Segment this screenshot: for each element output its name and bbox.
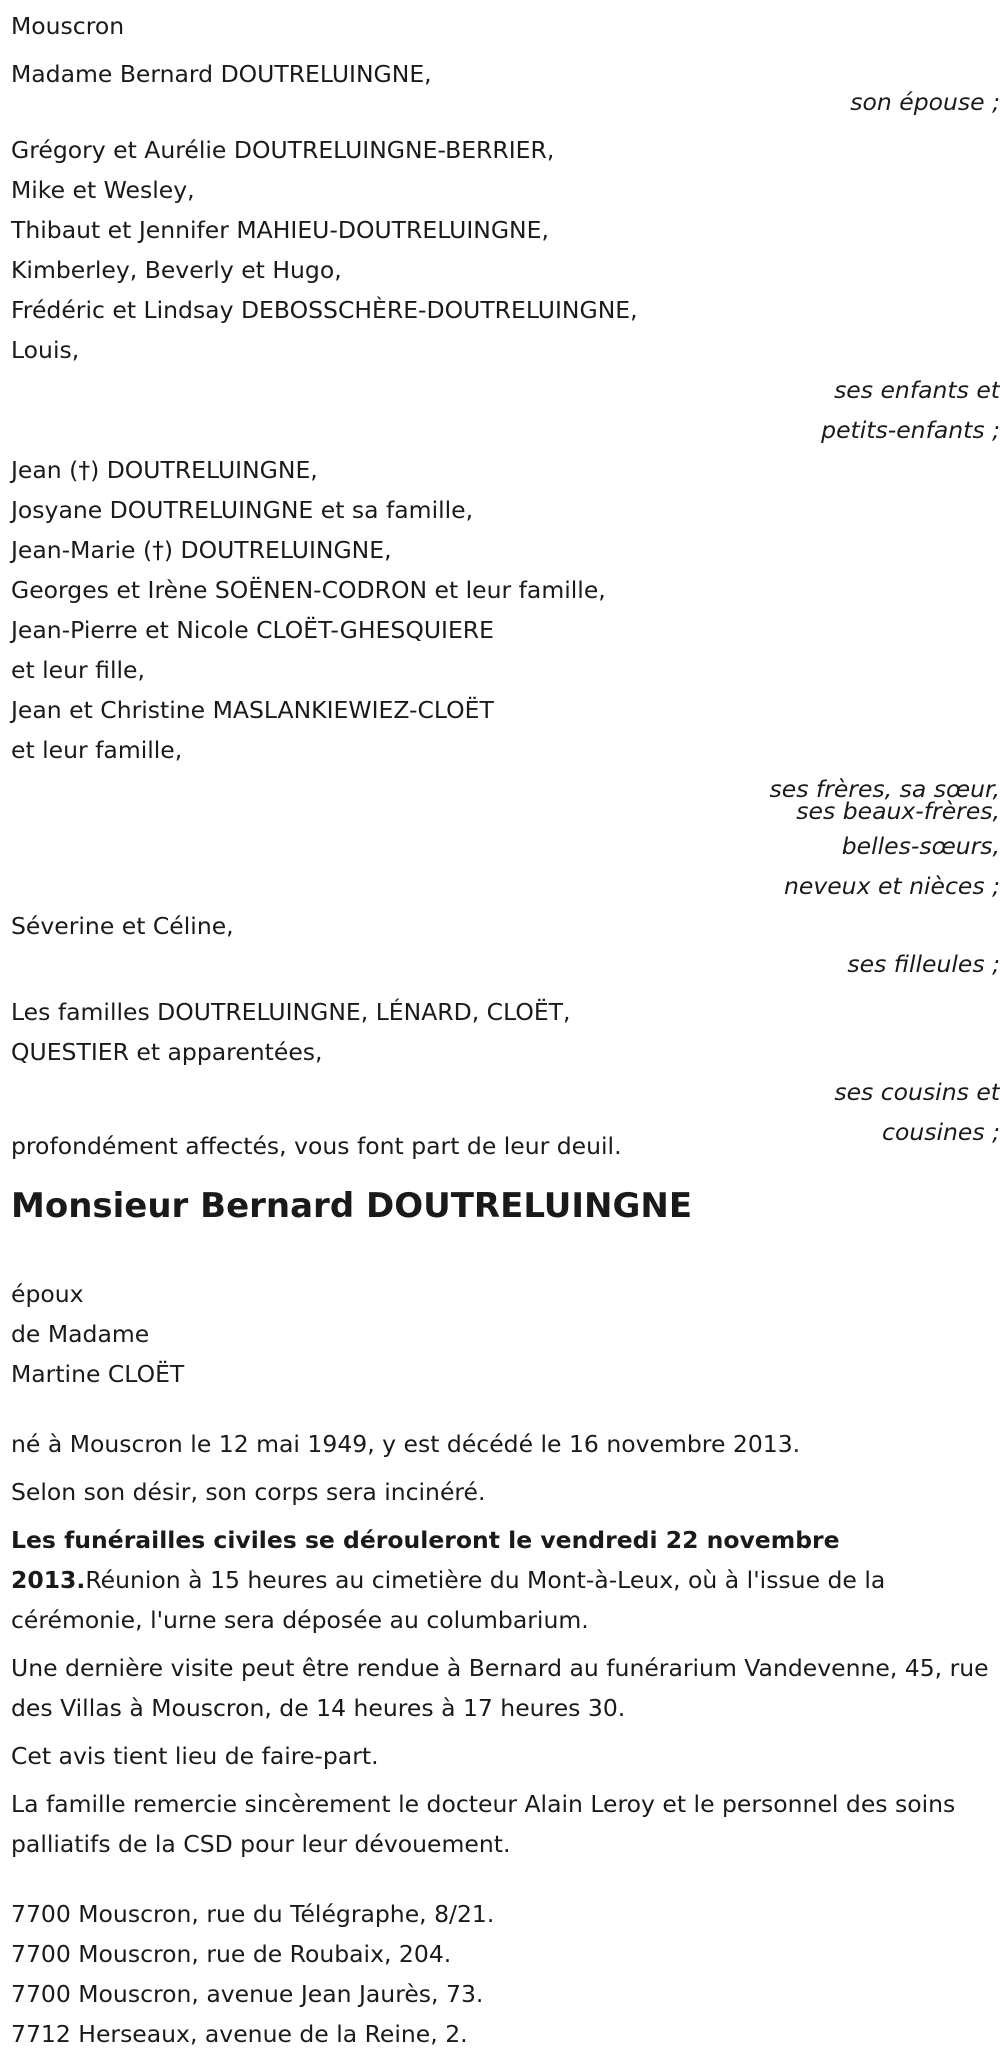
family-member-line: Grégory et Aurélie DOUTRELUINGNE-BERRIER, <box>11 136 555 164</box>
relation-line: de Madame <box>11 1320 150 1348</box>
notice-text: Cet avis tient lieu de faire-part. <box>11 1742 379 1770</box>
funeral-text <box>11 1520 996 1640</box>
family-member-line: Kimberley, Beverly et Hugo, <box>11 256 342 284</box>
closing-row <box>11 1112 1000 1160</box>
siblings-block <box>11 450 1000 906</box>
family-member-line: Louis, <box>11 336 80 364</box>
relationship-label: ses enfants et <box>834 376 1000 404</box>
family-member-line: Jean-Pierre et Nicole CLOËT-GHESQUIERE <box>11 616 494 644</box>
godchildren-block <box>11 906 1000 984</box>
family-member-line: Les familles DOUTRELUINGNE, LÉNARD, CLOËT, <box>11 998 571 1026</box>
relationship-label: son épouse ; <box>850 88 1000 116</box>
relationship-label: ses cousins et <box>834 1078 1000 1106</box>
thanks-text: La famille remercie sincèrement le docteur Alain Leroy et le personnel des soins palliatifs de la CSD pour leur dévouement. <box>11 1790 956 1858</box>
address-line: 7700 Mouscron, rue du Télégraphe, 8/21. <box>11 1900 495 1928</box>
addresses-block <box>11 1894 996 2054</box>
cremation-text: Selon son désir, son corps sera incinéré. <box>11 1478 486 1506</box>
family-member-line: Jean (†) DOUTRELUINGNE, <box>11 456 318 484</box>
family-member-line: Jean et Christine MASLANKIEWIEZ-CLOËT <box>11 696 494 724</box>
closing-line: profondément affectés, vous font part de leur deuil. <box>11 1132 622 1160</box>
family-member-line: Frédéric et Lindsay DEBOSSCHÈRE-DOUTRELUINGNE, <box>11 296 638 324</box>
visit-text: Une dernière visite peut être rendue à Bernard au funérarium Vandevenne, 45, rue des Villas à Mouscron, de 14 heures à 17 heures 30. <box>11 1654 989 1722</box>
relationship-label: ses beaux-frères, <box>796 797 1000 825</box>
city-header: Mouscron <box>11 12 125 40</box>
relationship-label: ses filleules ; <box>847 950 1000 978</box>
relation-line: époux <box>11 1280 84 1308</box>
cousins-block <box>11 992 1000 1160</box>
family-member-line: et leur famille, <box>11 736 183 764</box>
address-line: 7700 Mouscron, avenue Jean Jaurès, 73. <box>11 1980 484 2008</box>
family-member-line: Thibaut et Jennifer MAHIEU-DOUTRELUINGNE, <box>11 216 549 244</box>
funeral-date-bold: Les funérailles civiles se dérouleront le vendredi 22 novembre 2013. <box>11 1526 840 1594</box>
relationship-label: ses frères, sa sœur, <box>769 775 1000 803</box>
family-member-line: Mike et Wesley, <box>11 176 195 204</box>
family-member-line: Josyane DOUTRELUINGNE et sa famille, <box>11 496 474 524</box>
family-member-line: Séverine et Céline, <box>11 912 234 940</box>
relationship-label: neveux et nièces ; <box>783 872 1000 900</box>
children-block <box>11 130 1000 450</box>
family-member-line: Georges et Irène SOËNEN-CODRON et leur famille, <box>11 576 606 604</box>
address-line: 7712 Herseaux, avenue de la Reine, 2. <box>11 2020 468 2048</box>
family-member-line: Madame Bernard DOUTRELUINGNE, <box>11 60 432 88</box>
family-member-line: et leur fille, <box>11 656 145 684</box>
deceased-name: Monsieur Bernard DOUTRELUINGNE <box>11 1186 693 1226</box>
family-member-line: QUESTIER et apparentées, <box>11 1038 323 1066</box>
birth-death-text: né à Mouscron le 12 mai 1949, y est décédé le 16 novembre 2013. <box>11 1430 801 1458</box>
relationship-label: cousines ; <box>882 1118 1000 1146</box>
address-line: 7700 Mouscron, rue de Roubaix, 204. <box>11 1940 452 1968</box>
spouse-block <box>11 54 1000 122</box>
spouse-relation <box>11 1274 996 1394</box>
funeral-details: Réunion à 15 heures au cimetière du Mont-à-Leux, où à l'issue de la cérémonie, l'urne sera déposée au columbarium. <box>11 1566 886 1634</box>
relationship-label: petits-enfants ; <box>821 416 1000 444</box>
relation-line: Martine CLOËT <box>11 1360 185 1388</box>
family-member-line: Jean-Marie (†) DOUTRELUINGNE, <box>11 536 392 564</box>
relationship-label: belles-sœurs, <box>841 832 1000 860</box>
obituary-notice <box>11 6 1000 2054</box>
